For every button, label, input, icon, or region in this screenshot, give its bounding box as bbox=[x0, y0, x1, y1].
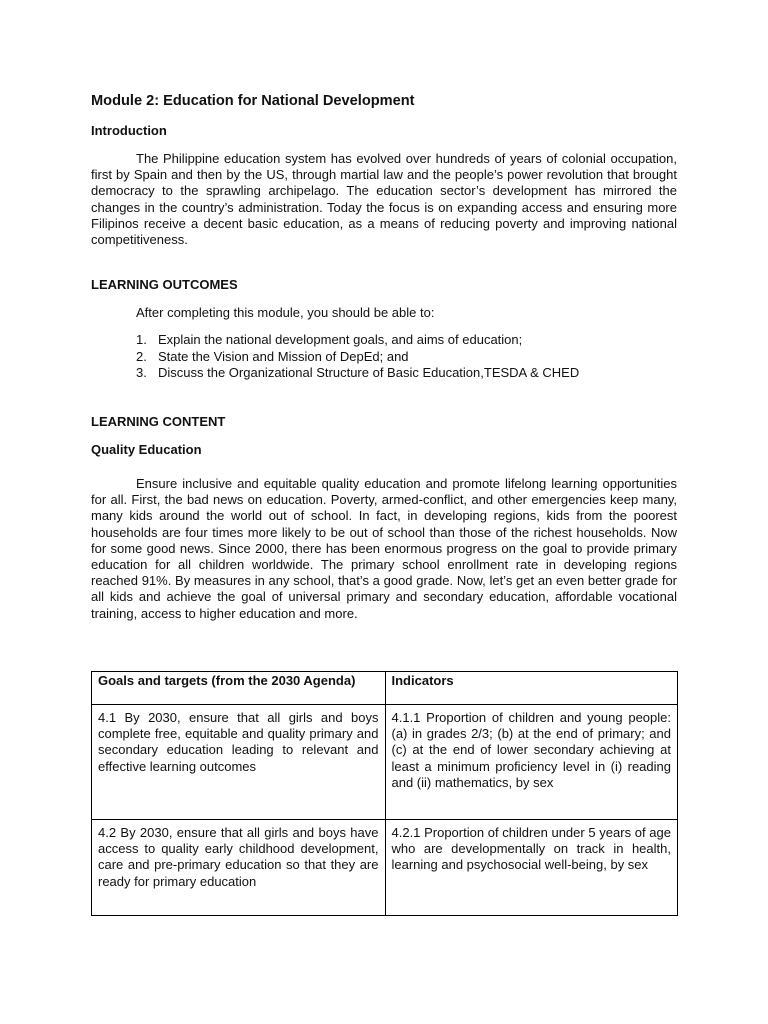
list-item-number: 2. bbox=[136, 348, 147, 364]
list-item-number: 3. bbox=[136, 365, 147, 380]
indicator-cell: 4.2.1 Proportion of children under 5 years of age who are developmentally on track in health, learning and psychosocial well-being, by sex bbox=[385, 820, 678, 916]
learning-content-heading: LEARNING CONTENT bbox=[91, 414, 226, 429]
list-item-text: Discuss the Organizational Structure of Basic Education,TESDA & CHED bbox=[158, 365, 580, 380]
list-item bbox=[136, 332, 579, 349]
goals-column-header: Goals and targets (from the 2030 Agenda) bbox=[92, 672, 386, 705]
list-item-number: 1. bbox=[136, 332, 147, 347]
indicators-column-header: Indicators bbox=[385, 672, 678, 705]
module-title: Module 2: Education for National Development bbox=[91, 93, 415, 109]
list-item-text: Explain the national development goals, and aims of education; bbox=[158, 332, 523, 347]
list-item-text: State the Vision and Mission of DepEd; and bbox=[158, 348, 409, 364]
list-item bbox=[136, 365, 579, 382]
goal-cell: 4.2 By 2030, ensure that all girls and boys have access to quality early childhood development, care and pre-primary education so that they are ready for primary education bbox=[92, 820, 386, 916]
table-row bbox=[92, 820, 678, 916]
indicator-cell: 4.1.1 Proportion of children and young people: (a) in grades 2/3; (b) at the end of primary; and (c) at the end of lower secondary achieving at least a minimum proficiency level in (i) reading and (ii) mathematics, by sex bbox=[385, 705, 678, 820]
learning-outcomes-heading: LEARNING OUTCOMES bbox=[91, 277, 238, 292]
list-item bbox=[136, 349, 579, 366]
goals-indicators-table bbox=[91, 671, 678, 916]
goal-cell: 4.1 By 2030, ensure that all girls and boys complete free, equitable and quality primary and secondary education leading to relevant and effective learning outcomes bbox=[92, 705, 386, 820]
table-header-row bbox=[92, 672, 678, 705]
quality-education-subheading: Quality Education bbox=[91, 442, 202, 457]
learning-outcomes-list bbox=[136, 332, 579, 382]
table-row bbox=[92, 705, 678, 820]
quality-education-paragraph: Ensure inclusive and equitable quality education and promote lifelong learning opportunities for all. First, the bad news on education. Poverty, armed-conflict, and other emergencies keep many, many kids around the world out of school. In fact, in developing regions, kids from the poorest households are four times more likely to be out of school than those of the richest households. Now for some good news. Since 2000, there has been enormous progress on the goal to provide primary education for all children worldwide. The primary school enrollment rate in developing regions reached 91%. By measures in any school, that’s a good grade. Now, let’s get an even better grade for all kids and achieve the goal of universal primary and secondary education, affordable vocational training, access to higher education and more. bbox=[91, 476, 677, 621]
learning-outcomes-lead: After completing this module, you should be able to: bbox=[136, 305, 435, 320]
introduction-paragraph: The Philippine education system has evolved over hundreds of years of colonial occupation, first by Spain and then by the US, through martial law and the people’s power revolution that brought democracy to the sprawling archipelago. The education sector’s development has mirrored the changes in the country’s administration. Today the focus is on expanding access and ensuring more Filipinos receive a decent basic education, as a means of reducing poverty and improving national competitiveness. bbox=[91, 151, 677, 248]
introduction-heading: Introduction bbox=[91, 123, 167, 138]
